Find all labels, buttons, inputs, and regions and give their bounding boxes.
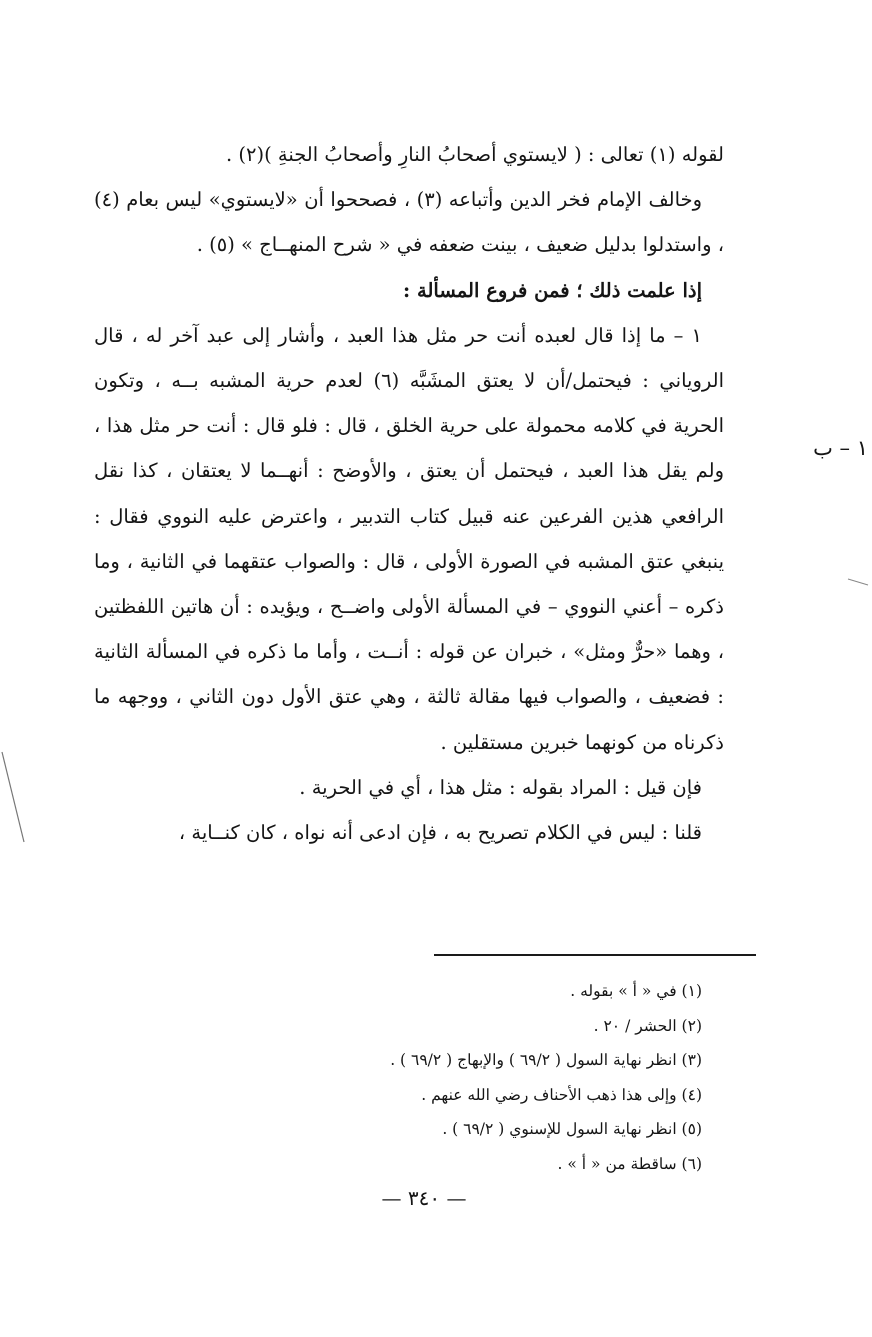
footnote-item: (٤) وإلى هذا ذهب الأحناف رضي الله عنهم . <box>421 1085 702 1104</box>
paragraph-dissent: وخالف الإمام فخر الدين وأتباعه (٣) ، فصححوا أن «لايستوي» ليس بعام (٤) ، واستدلوا بدليل ضعيف ، بينت ضعفه في « شرح المنهــاج » (٥) . <box>94 188 724 257</box>
main-text <box>94 132 724 855</box>
scan-edge-mark-left <box>0 750 40 850</box>
footnote-item: (١) في « أ » بقوله . <box>570 982 702 1000</box>
footnote-item: (٦) ساقطة من « أ » . <box>557 1154 702 1173</box>
paragraph-reply: قلنا : ليس في الكلام تصريح به ، فإن ادعى أنه نواه ، كان كنــاية ، <box>178 821 702 845</box>
paragraph-first-branch: ١ – ما إذا قال لعبده أنت حر مثل هذا العبد ، وأشار إلى عبد آخر له ، قال الروياني : فيحتمل/أن لا يعتق المشَبَّه (٦) لعدم حرية المشبه بــه ، وتكون الحرية في كلامه محمولة على حرية الخلق ، قال : فلو قال : أنت حر مثل هذا ، ولم يقل هذا العبد ، فيحتمل أن يعتق ، والأوضح : أنهــما لا يعتقان ، كذا نقل الرافعي هذين الفرعين عنه قبيل كتاب التدبير ، واعترض عليه النووي فقال : ينبغي عتق المشبه في الصورة الأولى ، قال : والصواب عتقهما في الثانية ، وما ذكره – أعني النووي – في المسألة الأولى واضــح ، ويؤيده : أن هاتين اللفظتين ، وهما «حرٌّ ومثل» ، خبران عن قوله : أنــت ، وأما ما ذكره في المسألة الثانية : فضعيف ، والصواب فيها مقالة ثالثة ، وهي عتق الأول دون الثاني ، ووجهه ما ذكرناه من كونهما خبرين مستقلين . <box>94 323 724 754</box>
footnote-item: (٥) انظر نهاية السول للإسنوي ( ٦٩/٢ ) . <box>442 1120 702 1139</box>
footnotes-list <box>260 974 702 1182</box>
page-number: — ٣٤٠ — <box>381 1186 467 1210</box>
paragraph-objection: فإن قيل : المراد بقوله : مثل هذا ، أي في الحرية . <box>299 775 702 799</box>
margin-folio-note: ١ – ب <box>813 436 868 460</box>
paragraph-verse-citation: لقوله (١) تعالى : ( لايستوي أصحابُ النارِ وأصحابُ الجنةِ )(٢) . <box>225 143 724 166</box>
section-heading: إذا علمت ذلك ؛ فمن فروع المسألة : <box>403 278 702 302</box>
footnote-divider <box>434 954 756 956</box>
footnote-item: (٣) انظر نهاية السول ( ٦٩/٢ ) والإبهاج ( ٦٩/٢ ) . <box>390 1051 702 1070</box>
footnote-item: (٢) الحشر / ٢٠ . <box>593 1016 702 1035</box>
scan-edge-mark-right <box>846 576 870 590</box>
